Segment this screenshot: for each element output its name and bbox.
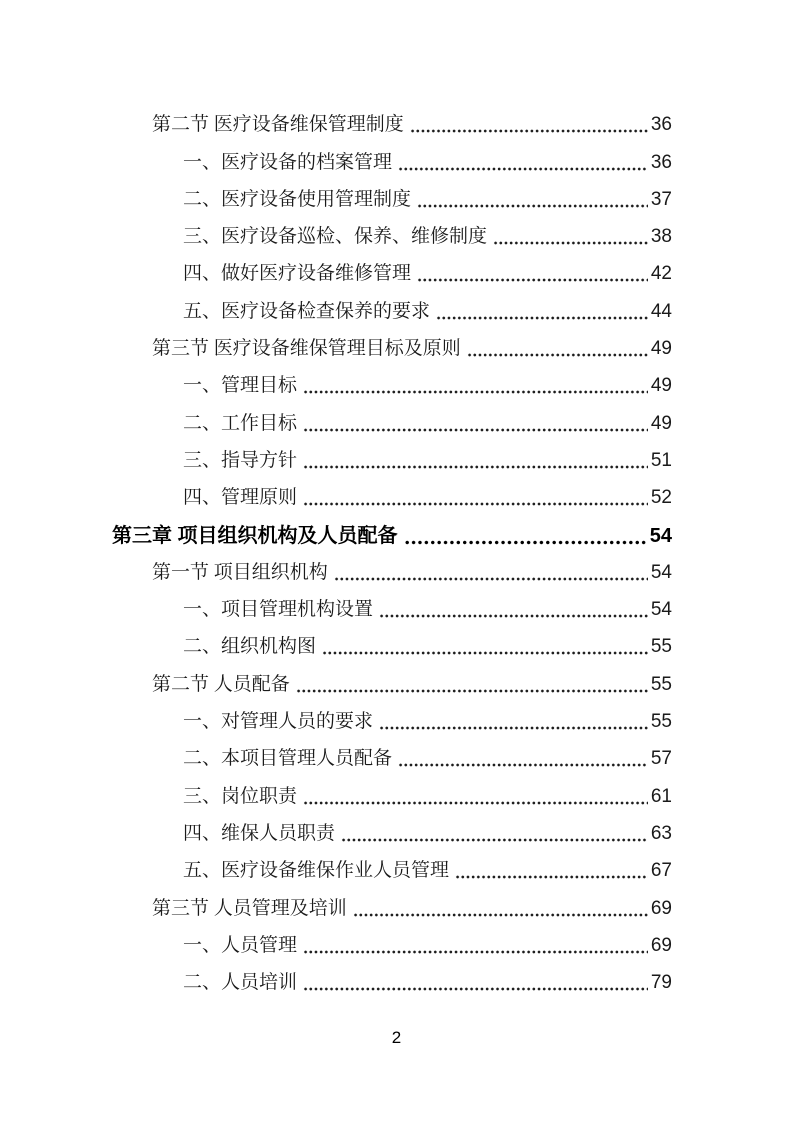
toc-dot-leader xyxy=(322,622,648,659)
toc-entry-page: 49 xyxy=(650,375,672,397)
toc-entry-label: 二、组织机构图 xyxy=(183,636,317,658)
toc-entry-label: 一、对管理人员的要求 xyxy=(183,711,374,733)
toc-entry-label: 四、维保人员职责 xyxy=(183,822,336,844)
toc-entry[interactable] xyxy=(112,659,672,696)
toc-entry-page: 79 xyxy=(650,972,672,994)
toc-entry-page: 52 xyxy=(650,487,672,509)
toc-entry[interactable] xyxy=(112,473,672,510)
toc-entry[interactable] xyxy=(112,883,672,920)
toc-entry-label: 三、岗位职责 xyxy=(183,785,298,807)
toc-entry-page: 38 xyxy=(650,226,672,248)
toc-entry-page: 69 xyxy=(650,897,672,919)
toc-entry[interactable] xyxy=(112,846,672,883)
toc-dot-leader xyxy=(436,286,648,323)
footer-page-number: 2 xyxy=(391,1028,402,1047)
toc-entry-page: 54 xyxy=(650,561,672,583)
toc-entry[interactable] xyxy=(112,622,672,659)
toc-entry-label: 一、项目管理机构设置 xyxy=(183,599,374,621)
toc-entry[interactable] xyxy=(112,249,672,286)
toc-entry[interactable] xyxy=(112,958,672,995)
toc-entry-page: 69 xyxy=(650,934,672,956)
toc-dot-leader xyxy=(417,249,648,286)
toc-entry-page: 49 xyxy=(650,338,672,360)
toc-entry-page: 61 xyxy=(650,785,672,807)
toc-entry[interactable] xyxy=(112,137,672,174)
toc-entry-label: 一、医疗设备的档案管理 xyxy=(183,151,393,173)
toc-entry-page: 54 xyxy=(650,599,672,621)
toc-entry-label: 一、人员管理 xyxy=(183,934,298,956)
toc-entry[interactable] xyxy=(112,436,672,473)
toc-entry[interactable] xyxy=(112,734,672,771)
toc-entry[interactable] xyxy=(112,398,672,435)
toc-dot-leader xyxy=(379,585,648,622)
toc-dot-leader xyxy=(303,473,648,510)
toc-entry[interactable] xyxy=(112,809,672,846)
toc-entry-page: 36 xyxy=(650,114,672,136)
toc-dot-leader xyxy=(303,361,648,398)
toc-entry-label: 二、本项目管理人员配备 xyxy=(183,748,393,770)
toc-dot-leader xyxy=(353,883,648,920)
toc-dot-leader xyxy=(296,659,648,696)
toc-dot-leader xyxy=(398,137,648,174)
toc-dot-leader xyxy=(341,809,648,846)
toc-entry-label: 三、医疗设备巡检、保养、维修制度 xyxy=(183,226,488,248)
toc-entry-label: 五、医疗设备维保作业人员管理 xyxy=(183,860,450,882)
toc-entry-label: 二、工作目标 xyxy=(183,412,298,434)
table-of-contents xyxy=(112,100,672,995)
toc-entry-label: 二、医疗设备使用管理制度 xyxy=(183,188,412,210)
toc-entry-page: 55 xyxy=(650,711,672,733)
toc-dot-leader xyxy=(303,921,648,958)
toc-entry-page: 49 xyxy=(650,412,672,434)
toc-entry-page: 42 xyxy=(650,263,672,285)
toc-entry[interactable] xyxy=(112,585,672,622)
toc-entry-page: 55 xyxy=(650,673,672,695)
toc-entry-label: 第三章 项目组织机构及人员配备 xyxy=(112,524,398,547)
toc-entry[interactable] xyxy=(112,697,672,734)
toc-dot-leader xyxy=(455,846,648,883)
toc-entry-label: 第二节 人员配备 xyxy=(152,673,290,695)
toc-entry-label: 第一节 项目组织机构 xyxy=(152,561,328,583)
toc-entry-page: 57 xyxy=(650,748,672,770)
toc-dot-leader xyxy=(404,510,647,547)
toc-dot-leader xyxy=(303,436,648,473)
toc-dot-leader xyxy=(398,734,648,771)
toc-entry[interactable] xyxy=(112,175,672,212)
toc-dot-leader xyxy=(467,324,648,361)
toc-entry[interactable] xyxy=(112,324,672,361)
toc-dot-leader xyxy=(493,212,648,249)
toc-entry-page: 44 xyxy=(650,300,672,322)
toc-entry-label: 第三节 人员管理及培训 xyxy=(152,897,347,919)
toc-entry-page: 37 xyxy=(650,188,672,210)
toc-entry[interactable] xyxy=(112,510,672,547)
toc-entry-label: 四、管理原则 xyxy=(183,487,298,509)
toc-entry[interactable] xyxy=(112,921,672,958)
toc-entry-page: 63 xyxy=(650,822,672,844)
toc-entry[interactable] xyxy=(112,286,672,323)
toc-entry[interactable] xyxy=(112,100,672,137)
toc-entry-label: 四、做好医疗设备维修管理 xyxy=(183,263,412,285)
toc-entry-label: 三、指导方针 xyxy=(183,449,298,471)
toc-entry-page: 55 xyxy=(650,636,672,658)
toc-entry-page: 36 xyxy=(650,151,672,173)
toc-entry[interactable] xyxy=(112,212,672,249)
toc-dot-leader xyxy=(410,100,648,137)
toc-dot-leader xyxy=(417,175,648,212)
toc-dot-leader xyxy=(303,958,648,995)
toc-entry-label: 二、人员培训 xyxy=(183,972,298,994)
toc-dot-leader xyxy=(334,548,648,585)
toc-entry-page: 51 xyxy=(650,449,672,471)
toc-dot-leader xyxy=(303,398,648,435)
toc-entry-label: 第三节 医疗设备维保管理目标及原则 xyxy=(152,338,461,360)
toc-entry-label: 五、医疗设备检查保养的要求 xyxy=(183,300,431,322)
toc-entry-label: 第二节 医疗设备维保管理制度 xyxy=(152,114,404,136)
toc-entry-page: 67 xyxy=(650,860,672,882)
toc-entry[interactable] xyxy=(112,361,672,398)
toc-entry[interactable] xyxy=(112,548,672,585)
toc-entry-page: 54 xyxy=(649,524,672,547)
toc-dot-leader xyxy=(303,771,648,808)
toc-entry-label: 一、管理目标 xyxy=(183,375,298,397)
toc-dot-leader xyxy=(379,697,648,734)
toc-entry[interactable] xyxy=(112,771,672,808)
